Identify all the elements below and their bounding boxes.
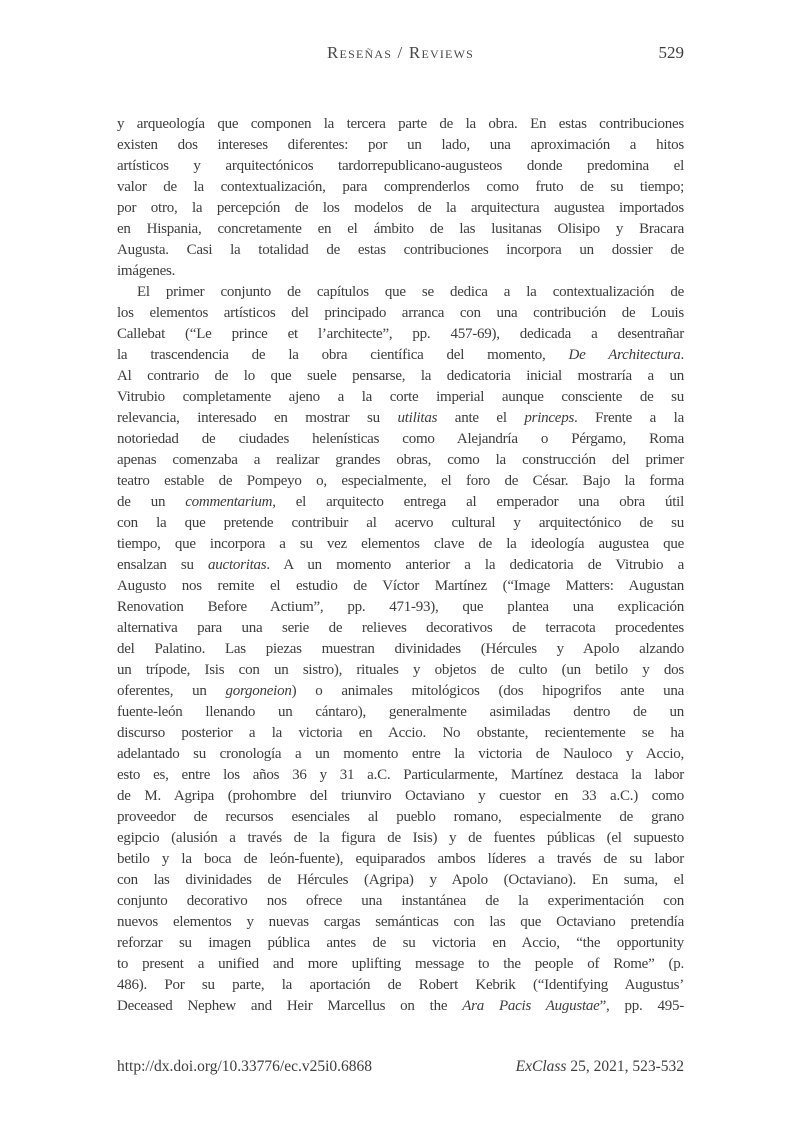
text-segment: esto es, entre los años 36 y 31 a.C. Particularmente, Martínez destaca la labor xyxy=(117,767,684,783)
text-segment: . A un momento anterior a la dedicatoria de Vitrubio a xyxy=(266,557,684,573)
text-segment: y arqueología que componen la tercera parte de la obra. En estas contribuciones xyxy=(117,116,684,132)
text-segment: Deceased Nephew and Heir Marcellus on the xyxy=(117,998,463,1014)
running-title: Reseñas / Reviews xyxy=(327,43,474,62)
text-line xyxy=(117,534,684,555)
text-line xyxy=(117,723,684,744)
text-segment: El primer conjunto de capítulos que se dedica a la contextualización de xyxy=(137,284,684,300)
text-segment: teatro estable de Pompeyo o, especialmente, el foro de César. Bajo la forma xyxy=(117,473,684,489)
text-segment: nuevos elementos y nuevas cargas semánticas con las que Octaviano pretendía xyxy=(117,914,684,930)
text-segment: artísticos y arquitectónicos tardorrepublicano-augusteos donde predomina el xyxy=(117,158,684,174)
text-segment: ”, pp. 495- xyxy=(599,998,684,1014)
text-segment: la trascendencia de la obra científica del momento, xyxy=(117,347,569,363)
text-line xyxy=(117,240,684,261)
text-segment: de un xyxy=(117,494,186,510)
text-segment: valor de la contextualización, para comprenderlos como fruto de su tiempo; xyxy=(117,179,684,195)
text-segment: apenas comenzaba a realizar grandes obras, como la construcción del primer xyxy=(117,452,684,468)
text-segment: fuente-león llenando un cántaro), generalmente asimiladas dentro de un xyxy=(117,704,684,720)
italic-text: gorgoneion xyxy=(225,683,292,699)
doi-text: http://dx.doi.org/10.33776/ec.v25i0.6868 xyxy=(117,1058,373,1075)
text-segment: proveedor de recursos esenciales al pueblo romano, especialmente de grano xyxy=(117,809,684,825)
italic-text: ExClass xyxy=(515,1058,567,1075)
text-segment: reforzar su imagen pública antes de su victoria en Accio, “the opportunity xyxy=(117,935,684,951)
text-segment: egipcio (alusión a través de la figura de Isis) y de fuentes públicas (el supuesto xyxy=(117,830,684,846)
text-segment: 25, 2021, 523-532 xyxy=(566,1058,684,1075)
text-segment: to present a unified and more uplifting message to the people of Rome” (p. xyxy=(117,956,684,972)
body-text xyxy=(117,114,684,1017)
text-line xyxy=(117,450,684,471)
text-segment: . xyxy=(680,347,684,363)
italic-text: Ara Pacis Augustae xyxy=(462,998,600,1014)
text-segment: un trípode, Isis con un sistro), rituales y objetos de culto (un betilo y dos xyxy=(117,662,684,678)
text-segment: betilo y la boca de león-fuente), equiparados ambos líderes a través de su labor xyxy=(117,851,684,867)
text-line xyxy=(117,744,684,765)
text-line xyxy=(117,303,684,324)
text-segment: con las divinidades de Hércules (Agripa) y Apolo (Octaviano). En suma, el xyxy=(117,872,684,888)
text-line xyxy=(117,282,684,303)
text-segment: oferentes, un xyxy=(117,683,226,699)
text-line xyxy=(117,576,684,597)
text-segment: , el arquitecto entrega al emperador una obra útil xyxy=(272,494,684,510)
text-segment: Augusta. Casi la totalidad de estas contribuciones incorpora un dossier de xyxy=(117,242,684,258)
text-line xyxy=(117,513,684,534)
text-line xyxy=(117,156,684,177)
italic-text: utilitas xyxy=(397,410,438,426)
italic-text: auctoritas xyxy=(208,557,267,573)
text-segment: ensalzan su xyxy=(117,557,209,573)
text-line xyxy=(117,660,684,681)
text-segment: . Frente a la xyxy=(574,410,684,426)
italic-text: De Architectura xyxy=(568,347,681,363)
text-segment: los elementos artísticos del principado arranca con una contribución de Louis xyxy=(117,305,684,321)
text-segment: por otro, la percepción de los modelos de la arquitectura augustea importados xyxy=(117,200,684,216)
text-line xyxy=(117,618,684,639)
page-footer xyxy=(117,1058,684,1080)
text-line xyxy=(117,597,684,618)
italic-text: princeps xyxy=(524,410,575,426)
text-line xyxy=(117,870,684,891)
text-segment: conjunto decorativo nos ofrece una instantánea de la experimentación con xyxy=(117,893,684,909)
text-line xyxy=(117,933,684,954)
page-header xyxy=(117,43,684,67)
text-segment: en Hispania, concretamente en el ámbito de las lusitanas Olisipo y Bracara xyxy=(117,221,684,237)
text-line xyxy=(117,765,684,786)
text-line xyxy=(117,891,684,912)
text-line xyxy=(117,954,684,975)
text-line xyxy=(117,807,684,828)
page-number: 529 xyxy=(658,43,684,62)
text-line xyxy=(117,975,684,996)
text-segment: Renovation Before Actium”, pp. 471-93), que plantea una explicación xyxy=(117,599,684,615)
text-line xyxy=(117,702,684,723)
text-line xyxy=(117,555,684,576)
text-segment: tiempo, que incorpora a su vez elementos clave de la ideología augustea que xyxy=(117,536,684,552)
text-segment: ante el xyxy=(437,410,525,426)
journal-reference xyxy=(516,1058,684,1076)
text-segment: existen dos intereses diferentes: por un lado, una aproximación a hitos xyxy=(117,137,684,153)
text-segment: Augusto nos remite el estudio de Víctor Martínez (“Image Matters: Augustan xyxy=(117,578,684,594)
text-segment: Callebat (“Le prince et l’architecte”, pp. 457-69), dedicada a desentrañar xyxy=(117,326,684,342)
text-line xyxy=(117,177,684,198)
text-segment: Vitrubio completamente ajeno a la corte imperial aunque consciente de su xyxy=(117,389,684,405)
text-line xyxy=(117,681,684,702)
text-segment: Al contrario de lo que suele pensarse, la dedicatoria inicial mostraría a un xyxy=(117,368,684,384)
text-segment: notoriedad de ciudades helenísticas como Alejandría o Pérgamo, Roma xyxy=(117,431,684,447)
italic-text: commentarium xyxy=(185,494,273,510)
text-segment: alternativa para una serie de relieves decorativos de terracota procedentes xyxy=(117,620,684,636)
text-line xyxy=(117,828,684,849)
text-line xyxy=(117,135,684,156)
text-segment: imágenes. xyxy=(117,263,176,279)
text-line xyxy=(117,324,684,345)
text-line xyxy=(117,429,684,450)
text-segment: de M. Agripa (prohombre del triunviro Octaviano y cuestor en 33 a.C.) como xyxy=(117,788,684,804)
text-line xyxy=(117,849,684,870)
text-line xyxy=(117,471,684,492)
text-line xyxy=(117,261,684,282)
text-line xyxy=(117,219,684,240)
text-segment: relevancia, interesado en mostrar su xyxy=(117,410,398,426)
text-segment: ) o animales mitológicos (dos hipogrifos ante una xyxy=(291,683,685,699)
text-line xyxy=(117,639,684,660)
text-line xyxy=(117,366,684,387)
text-line xyxy=(117,387,684,408)
text-line xyxy=(117,114,684,135)
text-segment: con la que pretende contribuir al acervo cultural y arquitectónico de su xyxy=(117,515,684,531)
text-line xyxy=(117,408,684,429)
text-segment: 486). Por su parte, la aportación de Robert Kebrik (“Identifying Augustus’ xyxy=(117,977,684,993)
text-line xyxy=(117,912,684,933)
text-line xyxy=(117,996,684,1017)
text-line xyxy=(117,786,684,807)
text-segment: del Palatino. Las piezas muestran divinidades (Hércules y Apolo alzando xyxy=(117,641,684,657)
text-line xyxy=(117,345,684,366)
text-segment: discurso posterior a la victoria en Accio. No obstante, recientemente se ha xyxy=(117,725,684,741)
text-line xyxy=(117,198,684,219)
text-segment: adelantado su cronología a un momento entre la victoria de Nauloco y Accio, xyxy=(117,746,684,762)
text-line xyxy=(117,492,684,513)
